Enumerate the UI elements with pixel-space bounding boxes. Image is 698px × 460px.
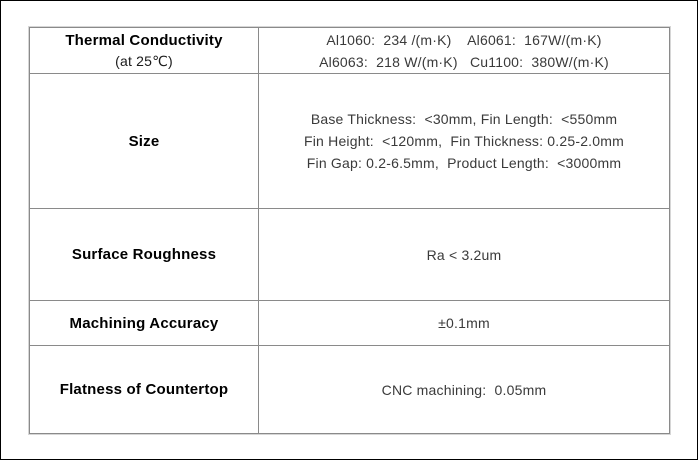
spec-value-line: Al6063: 218 W/(m·K) Cu1100: 380W/(m·K)	[319, 53, 609, 70]
spec-label-cell	[30, 346, 259, 433]
table-row	[30, 74, 669, 209]
table-row	[30, 209, 669, 301]
spec-value-cell	[259, 301, 669, 345]
spec-value-cell	[259, 28, 669, 73]
spec-label-cell	[30, 301, 259, 345]
spec-value-cell	[259, 209, 669, 300]
spec-value-line: Al1060: 234 /(m·K) Al6061: 167W/(m·K)	[326, 31, 602, 48]
spec-label-cell	[30, 74, 259, 208]
spec-value-line: Fin Height: <120mm, Fin Thickness: 0.25-2.0mm	[304, 133, 624, 149]
spec-label-line: Machining Accuracy	[69, 314, 219, 332]
spec-value-line: Base Thickness: <30mm, Fin Length: <550mm	[310, 111, 618, 127]
table-row	[30, 28, 669, 74]
table-row	[30, 346, 669, 433]
spec-value-cell	[259, 74, 669, 208]
spec-value-line: ±0.1mm	[438, 315, 490, 331]
spec-label-cell	[30, 209, 259, 300]
spec-value-cell	[259, 346, 669, 433]
table-row	[30, 301, 669, 346]
spec-label-line: (at 25℃)	[115, 52, 173, 69]
spec-label-line: Surface Roughness	[71, 246, 217, 263]
spec-label-line: Thermal Conductivity	[65, 31, 223, 49]
spec-label-cell	[30, 28, 259, 73]
spec-label-line: Flatness of Countertop	[59, 381, 229, 398]
spec-label-line: Size	[128, 132, 160, 150]
spec-value-line: Fin Gap: 0.2-6.5mm, Product Length: <3000mm	[306, 155, 622, 171]
spec-value-line: CNC machining: 0.05mm	[381, 381, 547, 398]
spec-value-line: Ra < 3.2um	[426, 246, 502, 263]
spec-table	[29, 27, 670, 434]
